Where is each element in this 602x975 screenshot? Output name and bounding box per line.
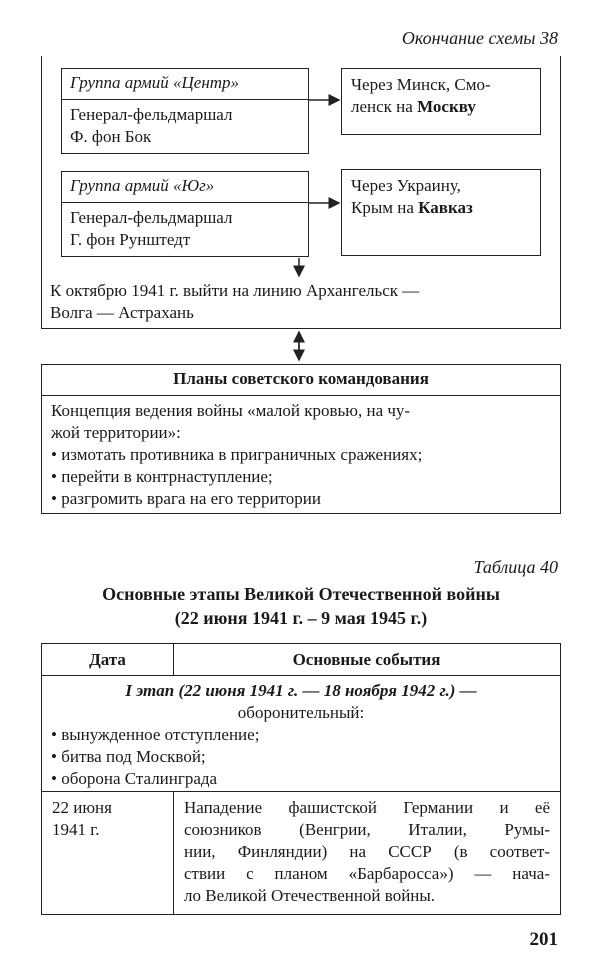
event-line: нии, Финляндии) на СССР (в соответ- <box>184 842 550 861</box>
table-title-line: (22 июня 1941 г. – 9 мая 1945 г.) <box>174 608 428 628</box>
direction-line: Через Украину, <box>351 176 461 195</box>
column-divider <box>173 644 174 676</box>
offensive-goal-text <box>50 280 550 324</box>
row-event <box>184 797 550 907</box>
commander-name: Ф. фон Бок <box>70 127 152 146</box>
soviet-plans-body <box>51 400 551 510</box>
direction-prefix: ленск на <box>351 97 418 116</box>
goal-line: Волга — Астрахань <box>50 303 194 322</box>
event-line: ствии с планом «Барбаросса») — нача- <box>184 864 550 883</box>
table-title <box>0 582 602 630</box>
event-line: Нападение фашистской Германии и её <box>184 798 550 817</box>
date-line: 1941 г. <box>52 820 100 839</box>
soviet-plans-title: Планы советского командования <box>42 365 560 396</box>
stage-type: оборонительный: <box>237 703 365 722</box>
column-header-events: Основные события <box>173 644 560 676</box>
concept-line: жой территории»: <box>51 423 181 442</box>
stage-row <box>51 680 551 790</box>
stages-table <box>41 643 561 915</box>
commander-rank: Генерал-фельдмаршал <box>70 105 233 124</box>
row-divider <box>42 791 560 792</box>
goal-line: К октябрю 1941 г. выйти на линию Архангельск — <box>50 281 420 300</box>
column-header-date: Дата <box>42 644 173 676</box>
stage-item: • оборона Сталинграда <box>51 768 551 790</box>
concept-line: Концепция ведения войны «малой кровью, на чу- <box>51 401 411 420</box>
army-group-center-title: Группа армий «Центр» <box>62 69 308 100</box>
commander-name: Г. фон Рунштедт <box>70 230 191 249</box>
event-line: союзников (Венгрии, Италии, Румы- <box>184 820 550 839</box>
stage-item: • битва под Москвой; <box>51 746 551 768</box>
direction-target: Кавказ <box>418 198 473 217</box>
direction-prefix: Крым на <box>351 198 419 217</box>
row-date <box>52 797 167 841</box>
direction-target: Москву <box>417 97 476 116</box>
event-line: ло Великой Отечественной войны. <box>184 886 436 905</box>
direction-line: Через Минск, Смо- <box>351 75 491 94</box>
stage-title: I этап (22 июня 1941 г. — 18 ноября 1942 г.) — <box>125 681 477 700</box>
scheme-continuation-label: Окончание схемы 38 <box>401 28 558 48</box>
army-group-south-title: Группа армий «Юг» <box>62 172 308 203</box>
column-divider <box>173 791 174 914</box>
plan-item: • измотать противника в приграничных сражениях; <box>51 444 551 466</box>
soviet-plans-box <box>41 364 561 514</box>
date-line: 22 июня <box>52 798 112 817</box>
plan-item: • разгромить врага на его территории <box>51 488 551 510</box>
commander-rank: Генерал-фельдмаршал <box>70 208 233 227</box>
table-title-line: Основные этапы Великой Отечественной войны <box>102 584 500 604</box>
plan-item: • перейти в контрнаступление; <box>51 466 551 488</box>
stage-item: • вынужденное отступление; <box>51 724 551 746</box>
page-number: 201 <box>529 929 558 950</box>
table-label: Таблица 40 <box>473 557 558 577</box>
